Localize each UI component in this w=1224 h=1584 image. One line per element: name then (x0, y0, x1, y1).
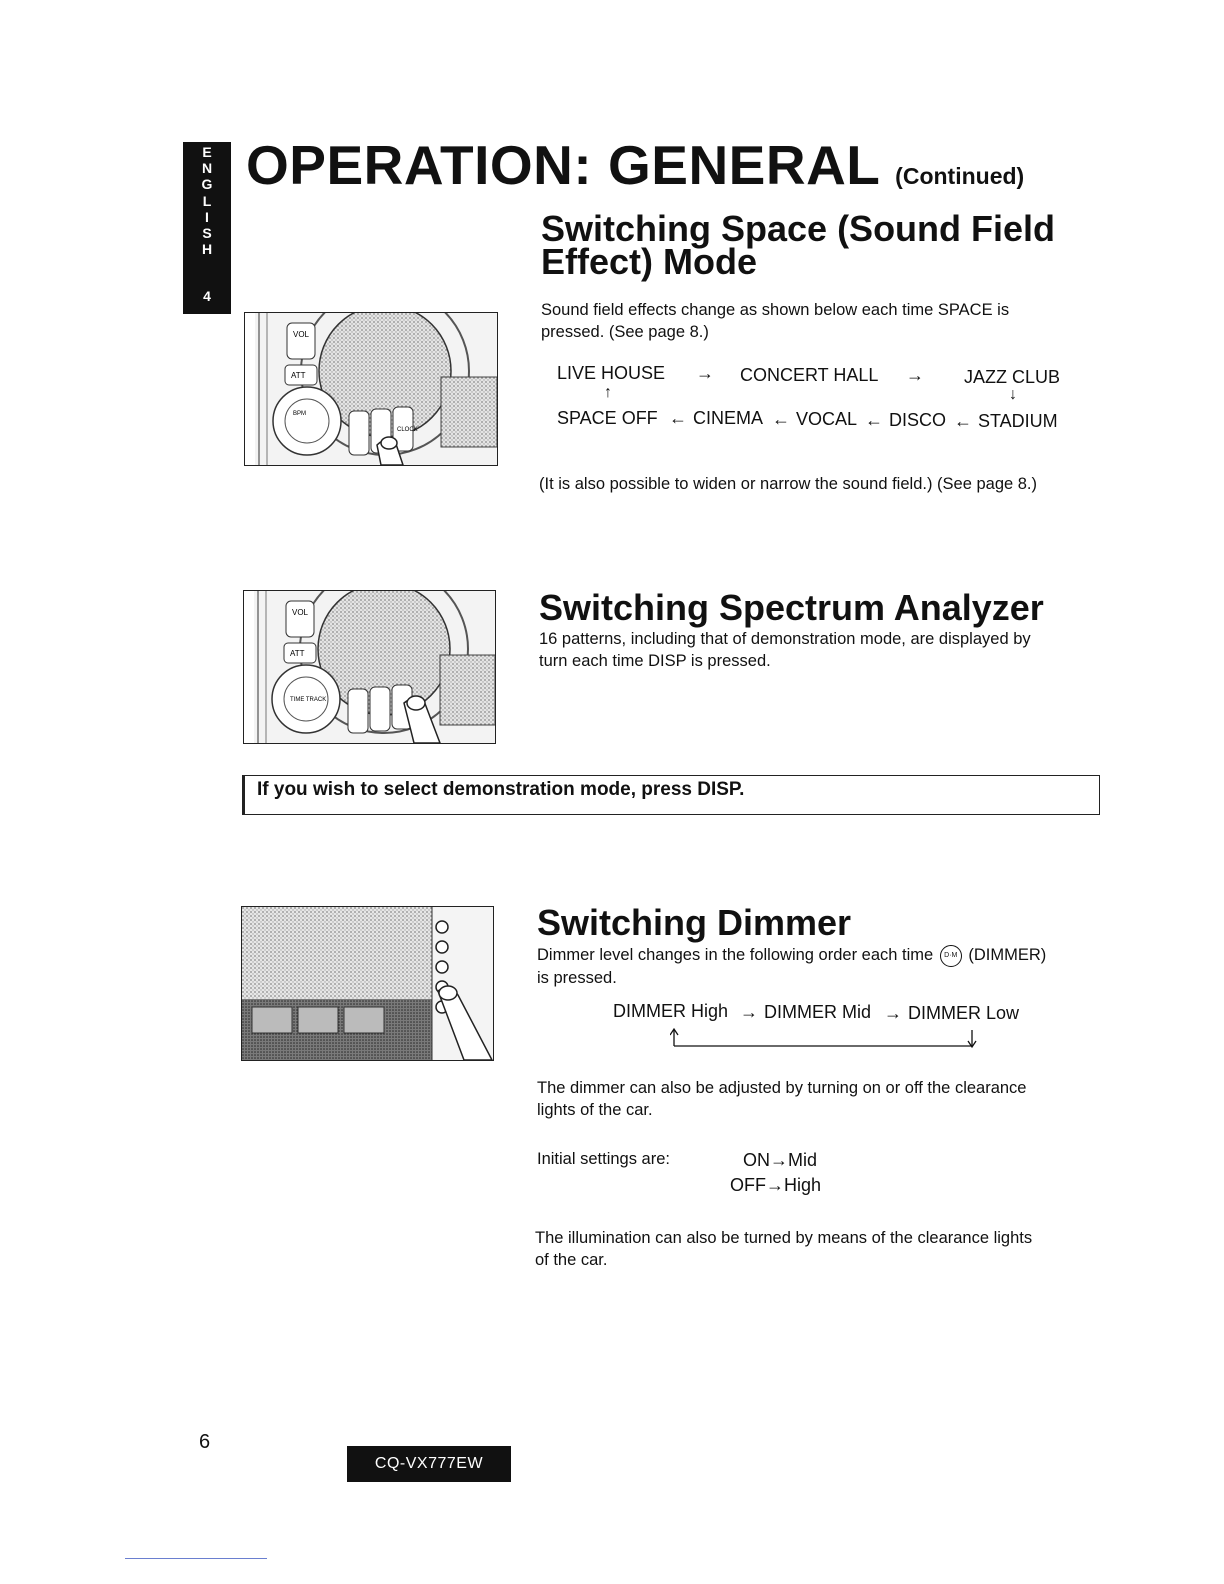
dimmer-seq-mid: DIMMER Mid (764, 1002, 871, 1022)
dimmer-section-title: Switching Dimmer (537, 902, 852, 943)
space-section-title (541, 208, 1056, 282)
spectrum-body (539, 628, 1031, 672)
sequence-live-house: LIVE HOUSE (557, 363, 666, 383)
sequence-arrow-left-2: ← (772, 409, 790, 429)
model-badge: CQ-VX777EW (347, 1446, 511, 1482)
sequence-space-off: SPACE OFF (557, 408, 658, 428)
dm-button-icon: D·M (940, 945, 962, 967)
demo-mode-callout: If you wish to select demonstration mode, press DISP. (242, 775, 1100, 815)
spectrum-section-title: Switching Spectrum Analyzer (539, 587, 1044, 628)
sequence-disco: DISCO (889, 410, 947, 430)
vol-label: VOL (293, 330, 310, 339)
page-title (246, 133, 1024, 197)
language-tab-letters: E N G L I S H (201, 144, 213, 258)
space-title-line1: Switching Space (Sound Field (541, 208, 1056, 249)
initial-settings-on: ON→Mid (743, 1150, 818, 1170)
dimmer-adjust (537, 1077, 1026, 1121)
page-title-text: OPERATION: GENERAL (246, 134, 880, 196)
att-label-2: ATT (290, 649, 305, 658)
dimmer-seq-arrow-2: → (884, 1003, 902, 1023)
dimmer-button-illustration (241, 906, 494, 1061)
illumination-line2: of the car. (535, 1251, 608, 1269)
illumination-line1: The illumination can also be turned by means of the clearance lights (535, 1229, 1033, 1247)
space-title-line2: Effect) Mode (541, 241, 757, 282)
space-note: (It is also possible to widen or narrow the sound field.) (See page 8.) (539, 475, 1038, 493)
dimmer-seq-low: DIMMER Low (908, 1003, 1020, 1023)
sequence-jazz-club: JAZZ CLUB (964, 367, 1061, 387)
bottom-divider (125, 1558, 267, 1559)
language-tab-number: 4 (203, 288, 211, 304)
page-number: 6 (199, 1431, 211, 1453)
dimmer-intro-before: Dimmer level changes in the following order each time (537, 946, 934, 964)
dimmer-seq-arrow-1: → (740, 1002, 758, 1022)
dimmer-adjust-line2: lights of the car. (537, 1101, 653, 1119)
page-title-continued: (Continued) (895, 163, 1025, 189)
space-intro-line2: pressed. (See page 8.) (541, 323, 709, 341)
dimmer-adjust-line1: The dimmer can also be adjusted by turning on or off the clearance (537, 1079, 1027, 1097)
dimmer-intro-after: (DIMMER) (968, 946, 1047, 964)
illumination-note (535, 1227, 1032, 1271)
space-intro (541, 299, 1009, 343)
sequence-cinema: CINEMA (693, 408, 764, 428)
dimmer-loop-arrow (670, 1026, 980, 1055)
sequence-arrow-down: ↓ (1009, 386, 1017, 403)
spectrum-line2: turn each time DISP is pressed. (539, 652, 771, 670)
sequence-arrow-left-1: ← (669, 408, 687, 428)
space-button-illustration (244, 312, 498, 466)
dimmer-seq-high: DIMMER High (613, 1001, 729, 1021)
sequence-arrow-up: ↑ (604, 384, 612, 401)
sequence-concert-hall: CONCERT HALL (740, 365, 879, 385)
dimmer-intro-line2: is pressed. (537, 968, 617, 987)
bpm-label: BPM (293, 411, 307, 417)
spectrum-line1: 16 patterns, including that of demonstration mode, are displayed by (539, 630, 1031, 648)
sequence-arrow-right-1: → (696, 363, 714, 383)
sequence-arrow-left-4: ← (954, 411, 972, 431)
initial-settings-label: Initial settings are: (537, 1150, 670, 1168)
disp-button-illustration (243, 590, 496, 744)
sequence-arrow-left-3: ← (865, 410, 883, 430)
sequence-vocal: VOCAL (796, 409, 858, 429)
vol-label-2: VOL (292, 608, 309, 617)
att-label: ATT (291, 371, 306, 380)
time-track-label: TIME TRACK (290, 697, 327, 703)
dimmer-intro (537, 944, 1046, 989)
space-intro-line1: Sound field effects change as shown below each time SPACE is (541, 301, 1010, 319)
language-tab (183, 142, 231, 314)
sequence-stadium: STADIUM (978, 411, 1058, 431)
sequence-arrow-right-2: → (906, 365, 924, 385)
clock-label: CLOCK (397, 427, 418, 433)
initial-settings-off: OFF→High (730, 1175, 822, 1195)
